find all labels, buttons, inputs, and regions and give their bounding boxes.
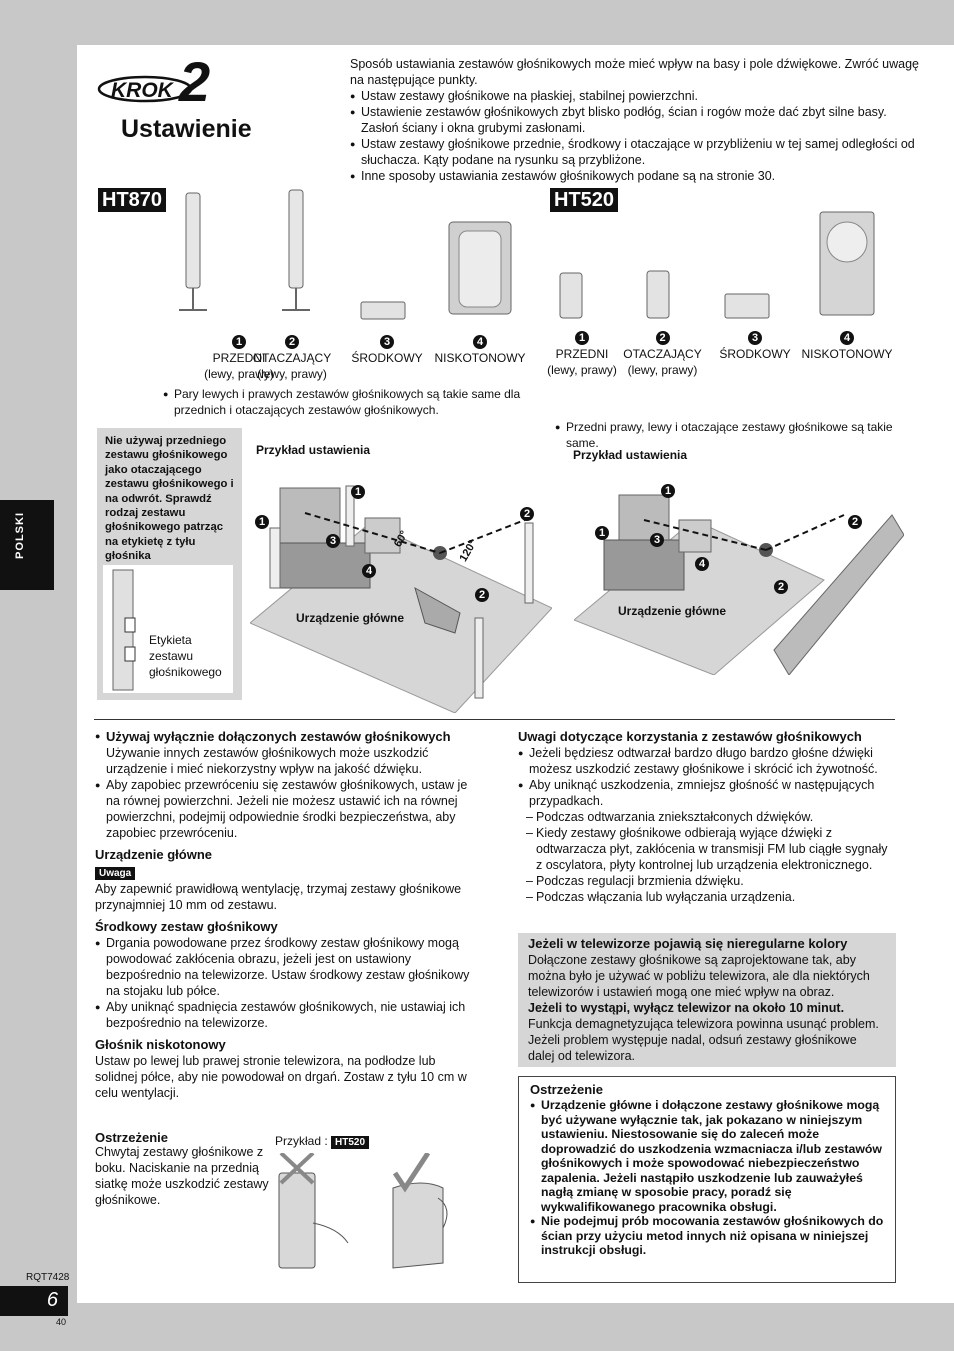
s5-text: Chwytaj zestawy głośnikowe z boku. Naciskanie na przednią siatkę może uszkodzić zestawy głośnikowe.: [95, 1145, 269, 1207]
speaker-rear-label-icon: [103, 565, 143, 693]
intro-bullet: ● Ustawienie zestawów głośnikowych zbyt blisko podłóg, ścian i rogów może dać zbyt silne basy. Zasłoń ściany i okna grubymi zasłonami.: [350, 104, 925, 136]
footer-page-box: [0, 1286, 68, 1316]
diagram-num-2b: 2: [475, 588, 489, 602]
front-speaker-image: [560, 273, 582, 318]
footer-sub: 40: [56, 1317, 67, 1327]
krok-text: KROK: [111, 79, 173, 102]
language-label: POLSKI: [14, 512, 26, 559]
ht870-speaker-4: [432, 332, 528, 366]
speaker-name: ŚRODKOWY: [351, 351, 423, 365]
number-badge: 2: [656, 331, 670, 345]
r1-dash: – Podczas regulacji brzmienia dźwięku.: [518, 873, 896, 889]
page-number: 6: [46, 1289, 58, 1311]
model-badge-ht520: HT520: [550, 188, 618, 212]
speaker-name: OTACZAJĄCY: [623, 347, 702, 361]
correct-handling-image: [393, 1153, 447, 1268]
intro-bullet: ● Ustaw zestawy głośnikowe na płaskiej, stabilnej powierzchni.: [350, 88, 925, 104]
ht520-speaker-3: [715, 328, 795, 362]
number-badge: 4: [473, 335, 487, 349]
s2-title: Urządzenie główne: [95, 847, 213, 862]
example-caption: [275, 1134, 369, 1149]
diagram-num-4: 4: [695, 557, 709, 571]
r2-text1: Dołączone zestawy głośnikowe są zaprojektowane tak, aby można było je używać w pobliżu telewizora, ale dla niektórych telewizorów i ustawień mogą one mieć wpływ na obraz.: [528, 953, 870, 999]
surround-speaker-image: [647, 271, 669, 318]
r2-bold: Jeżeli to wystąpi, wyłącz telewizor na około 10 minut.: [528, 1001, 845, 1015]
warning-text: Nie używaj przedniego zestawu głośnikowego jako otaczającego zestawu głośnikowego i na odwrót. Sprawdź rodzaj zestawu głośnikowego patrząc na etykietę z tyłu głośnika: [105, 435, 234, 563]
subwoofer-image: [820, 212, 874, 315]
footer-code: RQT7428: [26, 1272, 70, 1283]
diagram-num-4: 4: [362, 564, 376, 578]
number-badge: 4: [840, 331, 854, 345]
diagram-num-2b: 2: [774, 580, 788, 594]
speaker-sub: (lewy, prawy): [257, 367, 327, 381]
label-illustration-box: [103, 565, 233, 693]
number-badge: 1: [232, 335, 246, 349]
diagram-num-1: 1: [661, 484, 675, 498]
diagram-num-3: 3: [326, 534, 340, 548]
r1-dash: – Podczas włączania lub wyłączania urządzenia.: [518, 889, 896, 905]
ht520-speakers-illustration: [547, 205, 927, 330]
speaker-sub: (lewy, prawy): [204, 367, 274, 381]
ht520-note: ● Przedni prawy, lewy i otaczające zestawy głośnikowe są takie same.: [555, 419, 896, 451]
intro-block: [350, 56, 925, 184]
r3-bullet: ● Nie podejmuj prób mocowania zestawów głośnikowych do ścian przy użyciu metod innych niż opisana w niniejszej instrukcji obsługi.: [530, 1214, 884, 1258]
ht870-room-diagram: [250, 458, 552, 713]
speaker-sub: (lewy, prawy): [547, 363, 617, 377]
ht870-speaker-2: [247, 332, 337, 382]
example-model-badge: HT520: [331, 1136, 369, 1149]
r1-bullet: ● Jeżeli będziesz odtwarzał bardzo długo bardzo głośne dźwięki możesz uszkodzić zestawy głośnikowe i skrócić ich żywotność.: [518, 745, 896, 777]
krok-logo: [97, 50, 227, 113]
diagram-num-1b: 1: [255, 515, 269, 529]
wrong-handling-image: [279, 1153, 348, 1268]
angle-120-label: 120°: [457, 538, 480, 564]
diagram-num-2: 2: [848, 515, 862, 529]
speaker-handling-illustration: [273, 1153, 493, 1271]
ht520-speaker-4: [799, 328, 895, 362]
example-label-ht870: Przykład ustawienia: [256, 443, 371, 457]
left-column: [95, 728, 475, 1101]
s4-text: Ustaw po lewej lub prawej stronie telewizora, na podłodze lub solidnej półce, aby nie powodował on drgań. Zostaw z tyłu 10 cm w celu wentylacji.: [95, 1054, 467, 1100]
number-badge: 2: [285, 335, 299, 349]
tv-colors-box: [518, 933, 896, 1067]
s3-title: Środkowy zestaw głośnikowy: [95, 919, 278, 934]
step-number: 2: [179, 50, 211, 113]
number-badge: 1: [575, 331, 589, 345]
number-badge: 3: [748, 331, 762, 345]
intro-bullet: ● Inne sposoby ustawiania zestawów głośnikowych podane są na stronie 30.: [350, 168, 925, 184]
s4-title: Głośnik niskotonowy: [95, 1037, 226, 1052]
diagram-num-1b: 1: [595, 526, 609, 540]
label-caption: Etykieta zestawu głośnikowego: [149, 633, 222, 679]
s2-text: Aby zapewnić prawidłową wentylację, trzymaj zestawy głośnikowe przynajmniej 10 mm od zestawu.: [95, 882, 462, 912]
s1-text: Używanie innych zestawów głośnikowych może uszkodzić urządzenie i mieć niekorzystny wpływ na jakość dźwięku.: [106, 746, 429, 776]
right-column: [518, 728, 896, 905]
center-speaker-image: [361, 302, 405, 319]
surround-speaker-image: [282, 190, 310, 310]
main-unit-label-ht870: Urządzenie główne: [296, 611, 405, 625]
s5-title: Ostrzeżenie: [95, 1130, 168, 1145]
r1-bullet: ● Aby uniknąć uszkodzenia, zmniejsz głośność w następujących przypadkach.: [518, 777, 896, 809]
r2-title: Jeżeli w telewizorze pojawią się nieregularne kolory: [528, 936, 848, 951]
diagram-num-2: 2: [520, 507, 534, 521]
page-title: Ustawienie: [121, 115, 252, 143]
speaker-name: ŚRODKOWY: [719, 347, 791, 361]
s3-bullet: ● Aby uniknąć spadnięcia zestawów głośnikowych, nie ustawiaj ich bezpośrednio na telewizorze.: [95, 999, 475, 1031]
ht870-speaker-3: [347, 332, 427, 366]
ht520-room-diagram: [574, 485, 904, 675]
example-label-ht520: Przykład ustawienia: [573, 448, 688, 462]
number-badge: 3: [380, 335, 394, 349]
diagram-num-1: 1: [351, 485, 365, 499]
speaker-name: NISKOTONOWY: [801, 347, 893, 361]
speaker-sub: (lewy, prawy): [627, 363, 698, 377]
intro-lead: Sposób ustawiania zestawów głośnikowych może mieć wpływ na basy i pole dźwiękowe. Zwróć uwagę na następujące punkty.: [350, 57, 920, 87]
r1-dash: – Kiedy zestawy głośnikowe odbierają wyjące dźwięki z odtwarzacza płyt, zakłócenia w transmisji FM lub ciągłe sygnały z oscylatora, płyty kontrolnej lub urządzenia elektronicznego.: [518, 825, 896, 873]
speaker-name: PRZEDNI: [212, 351, 266, 365]
r3-title: Ostrzeżenie: [530, 1082, 603, 1097]
main-unit-label-ht520: Urządzenie główne: [618, 604, 727, 618]
r2-text2: Funkcja demagnetyzująca telewizora powinna usunąć problem. Jeżeli problem występuje nadal, odsuń zestawy głośnikowe dalej od telewizora.: [528, 1017, 879, 1063]
s1-title: ● Używaj wyłącznie dołączonych zestawów głośnikowych: [95, 728, 475, 745]
uwaga-badge: Uwaga: [95, 867, 135, 880]
model-badge-ht870: HT870: [98, 188, 166, 212]
intro-bullet: ● Ustaw zestawy głośnikowe przednie, środkowy i otaczające w przybliżeniu w tej samej odległości od słuchacza. Kąty podane na rysunku są przybliżone.: [350, 136, 925, 168]
language-tab: [0, 500, 54, 590]
section-divider: [94, 719, 895, 720]
example-prefix: Przykład :: [275, 1134, 328, 1148]
diagram-num-3: 3: [650, 533, 664, 547]
page: [77, 45, 954, 1303]
ht870-speakers-illustration: [157, 185, 517, 335]
warning-frame: [518, 1076, 896, 1283]
r3-bullet: ● Urządzenie główne i dołączone zestawy głośnikowe mogą być używane wyłącznie tak, jak pokazano w niniejszym ustawieniu. Niestosowanie się do zaleceń może doprowadzić do uszkodzenia wzmacniacza i/lub zestawów głośnikowych i może spowodować niebezpieczeństwo zapalenia. Jeżeli nastąpiło uszkodzenie lub zauważyłeś nagłą zmianę w sposobie pracy, poradź się wykwalifikowanego pracownika obsługi.: [530, 1098, 884, 1214]
r1-dash: – Podczas odtwarzania zniekształconych dźwięków.: [518, 809, 896, 825]
speaker-name: NISKOTONOWY: [434, 351, 526, 365]
s1-bullet: ● Aby zapobiec przewróceniu się zestawów głośnikowych, ustaw je na równej powierzchni. Jeżeli nie możesz ustawić ich na równej powierzchni, podejmij odpowiednie środki bezpieczeństwa, aby zapobiec przewróceniu.: [95, 777, 475, 841]
ht520-speaker-2: [615, 328, 710, 378]
center-speaker-image: [725, 294, 769, 318]
speaker-name: OTACZAJĄCY: [252, 351, 332, 365]
front-speaker-image: [179, 193, 207, 310]
subwoofer-image: [449, 222, 511, 314]
angle-60-label: 60°: [391, 528, 411, 550]
s3-bullet: ● Drgania powodowane przez środkowy zestaw głośnikowy mogą powodować zakłócenia obrazu, jeżeli jest on ustawiony bezpośrednio na telewizorze. Ustaw środkowy zestaw głośnikowy na stojaku lub półce.: [95, 935, 475, 999]
ht870-note: ● Pary lewych i prawych zestawów głośnikowych są takie same dla przednich i otaczających zestawów głośnikowych.: [163, 386, 534, 418]
speaker-name: PRZEDNI: [555, 347, 609, 361]
r1-title: Uwagi dotyczące korzystania z zestawów głośnikowych: [518, 729, 862, 744]
warning-box: [97, 428, 242, 700]
